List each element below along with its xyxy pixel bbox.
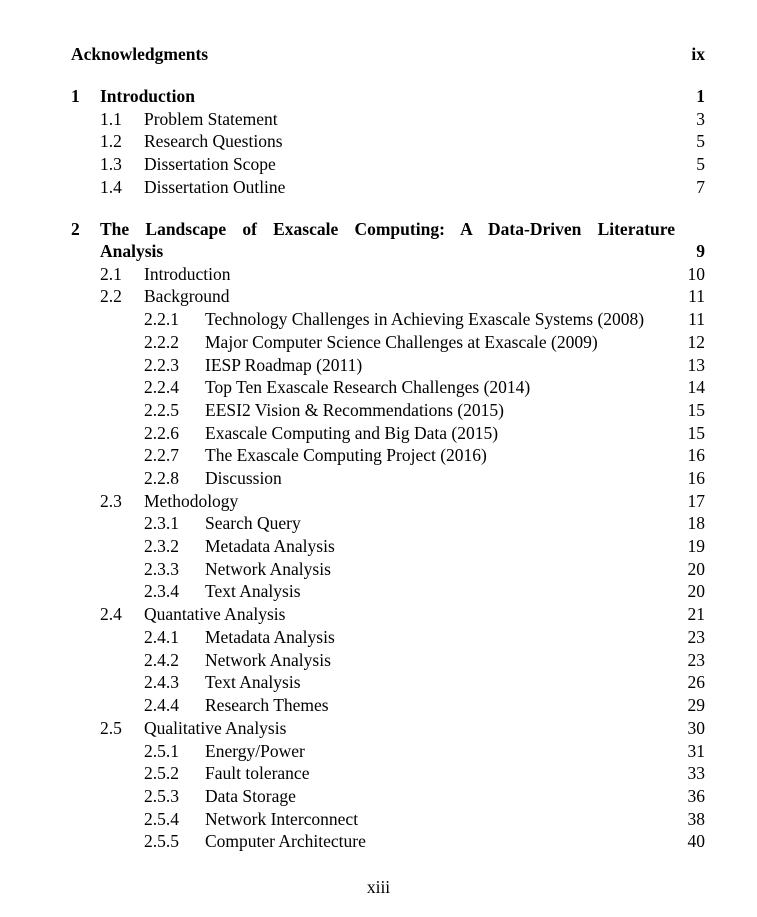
toc-title: EESI2 Vision & Recommendations (2015) — [205, 400, 505, 420]
toc-number: 2.4.1 — [144, 627, 179, 647]
toc-title-line-2: Analysis — [100, 241, 164, 261]
toc-title-line-1: The Landscape of Exascale Computing: A Data-Driven Literature — [100, 219, 675, 239]
toc-page-number: 29 — [687, 695, 705, 715]
toc-page-number: 20 — [687, 581, 705, 601]
toc-chapter-2-continued — [0, 240, 757, 262]
toc-number: 2.2.8 — [144, 468, 179, 488]
toc-number: 2.5.4 — [144, 809, 179, 829]
toc-number: 2.5.2 — [144, 763, 179, 783]
toc-page-number: 38 — [687, 809, 705, 829]
toc-subsection-2-3-4 — [0, 580, 757, 602]
toc-number: 1.4 — [100, 177, 122, 197]
toc-subsection-2-4-1 — [0, 626, 757, 648]
toc-page-number: 16 — [687, 445, 705, 465]
toc-title: Research Themes — [205, 695, 329, 715]
toc-chapter-2 — [0, 218, 757, 240]
toc-number: 2.5 — [100, 718, 122, 738]
toc-title: Top Ten Exascale Research Challenges (2014) — [205, 377, 531, 397]
toc-page-number: 21 — [687, 604, 705, 624]
page-footer-number: xiii — [366, 877, 391, 897]
toc-title: IESP Roadmap (2011) — [205, 355, 363, 375]
toc-title: Background — [144, 286, 230, 306]
toc-page-number: 23 — [687, 650, 705, 670]
toc-number: 2.3 — [100, 491, 122, 511]
toc-number: 1.2 — [100, 131, 122, 151]
toc-section-2-3 — [0, 490, 757, 512]
toc-title: Data Storage — [205, 786, 296, 806]
toc-page-number: 40 — [687, 831, 705, 851]
toc-subsection-2-2-1 — [0, 308, 757, 330]
toc-subsection-2-2-4 — [0, 376, 757, 398]
toc-title: Metadata Analysis — [205, 627, 335, 647]
toc-page-number: 15 — [687, 400, 705, 420]
toc-subsection-2-5-1 — [0, 740, 757, 762]
toc-page-number: 12 — [687, 332, 705, 352]
toc-page-number: 16 — [687, 468, 705, 488]
toc-subsection-2-5-4 — [0, 808, 757, 830]
toc-number: 2.2.1 — [144, 309, 179, 329]
toc-page-number: 33 — [687, 763, 705, 783]
toc-number: 2 — [71, 219, 80, 239]
toc-number: 1.1 — [100, 109, 122, 129]
toc-subsection-2-3-2 — [0, 535, 757, 557]
toc-page-number: ix — [691, 44, 705, 64]
toc-section-2-1 — [0, 263, 757, 285]
toc-title: Major Computer Science Challenges at Exascale (2009) — [205, 332, 598, 352]
toc-number: 2.3.4 — [144, 581, 179, 601]
toc-title: Technology Challenges in Achieving Exascale Systems (2008) — [205, 309, 645, 329]
toc-number: 2.2.7 — [144, 445, 179, 465]
toc-title: Methodology — [144, 491, 239, 511]
toc-number: 1.3 — [100, 154, 122, 174]
toc-title: Network Analysis — [205, 559, 331, 579]
toc-subsection-2-4-2 — [0, 649, 757, 671]
toc-section-1-4 — [0, 176, 757, 198]
toc-number: 2.2.3 — [144, 355, 179, 375]
toc-page-number: 3 — [696, 109, 705, 129]
toc-title: Metadata Analysis — [205, 536, 335, 556]
toc-page-number: 1 — [696, 86, 705, 106]
toc-number: 2.5.5 — [144, 831, 179, 851]
toc-title: Fault tolerance — [205, 763, 310, 783]
toc-section-1-3 — [0, 153, 757, 175]
toc-title: Introduction — [144, 264, 231, 284]
toc-number: 2.3.2 — [144, 536, 179, 556]
toc-page-number: 23 — [687, 627, 705, 647]
toc-section-2-4 — [0, 603, 757, 625]
toc-number: 2.4.3 — [144, 672, 179, 692]
toc-title: Introduction — [100, 86, 195, 106]
toc-section-1-1 — [0, 108, 757, 130]
toc-number: 2.4.4 — [144, 695, 179, 715]
toc-subsection-2-2-7 — [0, 444, 757, 466]
toc-section-2-2 — [0, 285, 757, 307]
toc-title: Problem Statement — [144, 109, 278, 129]
toc-page-number: 31 — [687, 741, 705, 761]
toc-page-number: 11 — [688, 309, 705, 329]
toc-number: 2.4 — [100, 604, 122, 624]
toc-number: 2.2.5 — [144, 400, 179, 420]
toc-subsection-2-5-2 — [0, 762, 757, 784]
toc-chapter-1 — [0, 85, 757, 107]
toc-page-number: 18 — [687, 513, 705, 533]
toc-title: Text Analysis — [205, 581, 301, 601]
toc-page-number: 7 — [696, 177, 705, 197]
toc-title: Network Interconnect — [205, 809, 359, 829]
toc-number: 2.2.2 — [144, 332, 179, 352]
toc-number: 2.4.2 — [144, 650, 179, 670]
toc-title: Computer Architecture — [205, 831, 366, 851]
toc-page-number: 5 — [696, 131, 705, 151]
toc-page-number: 26 — [687, 672, 705, 692]
toc-subsection-2-4-4 — [0, 694, 757, 716]
toc-page-number: 5 — [696, 154, 705, 174]
toc-page-number: 20 — [687, 559, 705, 579]
toc-number: 2.5.1 — [144, 741, 179, 761]
toc-subsection-2-2-5 — [0, 399, 757, 421]
toc-subsection-2-5-3 — [0, 785, 757, 807]
toc-page-number: 17 — [687, 491, 705, 511]
toc-section-1-2 — [0, 130, 757, 152]
toc-page-number: 13 — [687, 355, 705, 375]
toc-subsection-2-2-6 — [0, 422, 757, 444]
toc-title: Exascale Computing and Big Data (2015) — [205, 423, 499, 443]
toc-number: 2.5.3 — [144, 786, 179, 806]
toc-title: Research Questions — [144, 131, 283, 151]
toc-subsection-2-3-3 — [0, 558, 757, 580]
toc-number: 2.3.3 — [144, 559, 179, 579]
toc-title: Text Analysis — [205, 672, 301, 692]
toc-number: 2.2.4 — [144, 377, 179, 397]
toc-subsection-2-2-2 — [0, 331, 757, 353]
toc-subsection-2-2-3 — [0, 354, 757, 376]
toc-number: 1 — [71, 86, 80, 106]
toc-page-number: 10 — [687, 264, 705, 284]
toc-title: Dissertation Outline — [144, 177, 286, 197]
toc-title: Search Query — [205, 513, 301, 533]
toc-title: Qualitative Analysis — [144, 718, 287, 738]
toc-title: The Exascale Computing Project (2016) — [205, 445, 487, 465]
toc-title: Discussion — [205, 468, 282, 488]
toc-number: 2.1 — [100, 264, 122, 284]
toc-page-number: 9 — [696, 241, 705, 261]
toc-page-number: 36 — [687, 786, 705, 806]
toc-number: 2.2.6 — [144, 423, 179, 443]
toc-section-2-5 — [0, 717, 757, 739]
toc-subsection-2-3-1 — [0, 512, 757, 534]
toc-subsection-2-4-3 — [0, 671, 757, 693]
toc-subsection-2-2-8 — [0, 467, 757, 489]
toc-page-number: 11 — [688, 286, 705, 306]
toc-page-number: 14 — [687, 377, 705, 397]
toc-page-number: 15 — [687, 423, 705, 443]
toc-title: Quantative Analysis — [144, 604, 286, 624]
toc-number: 2.3.1 — [144, 513, 179, 533]
toc-page-number: 19 — [687, 536, 705, 556]
toc-page-number: 30 — [687, 718, 705, 738]
toc-title: Acknowledgments — [71, 44, 209, 64]
toc-title: Network Analysis — [205, 650, 331, 670]
toc-number: 2.2 — [100, 286, 122, 306]
toc-entry-acknowledgments — [0, 43, 757, 65]
toc-title: Dissertation Scope — [144, 154, 276, 174]
toc-title: Energy/Power — [205, 741, 305, 761]
toc-subsection-2-5-5 — [0, 830, 757, 852]
